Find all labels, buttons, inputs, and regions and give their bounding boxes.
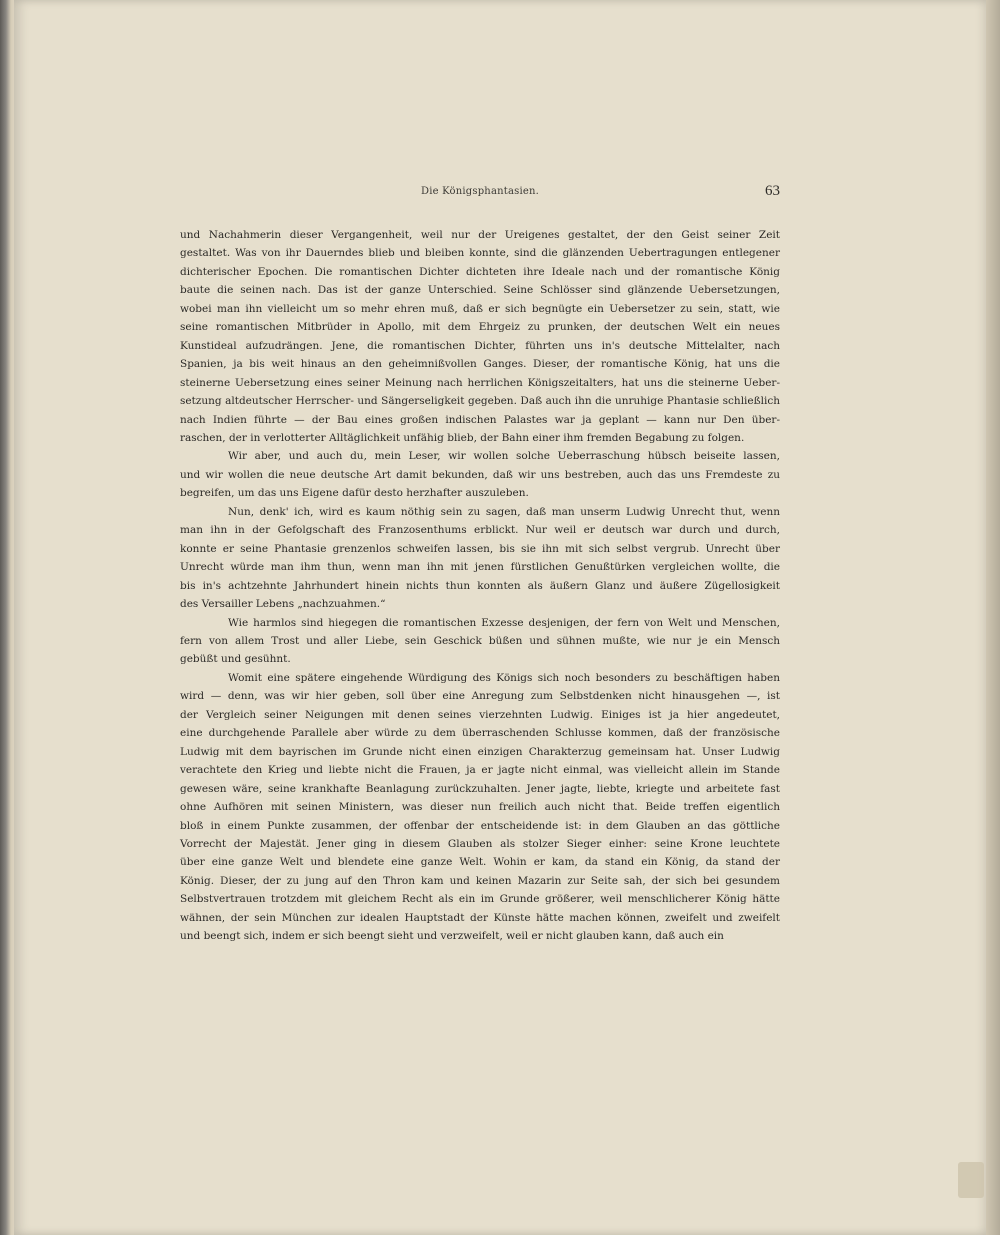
text-line: gestaltet. Was von ihr Dauerndes blieb und bleiben konnte, sind die glänzenden Uebertragungen entlegener: [180, 247, 780, 260]
text-line: Spanien, ja bis weit hinaus an den geheimnißvollen Ganges. Dieser, der romantische König, hat uns die: [180, 358, 780, 371]
running-head: [180, 183, 780, 206]
text-line: gewesen wäre, seine krankhafte Beanlagung zurückzuhalten. Jener jagte, liebte, kriegte und arbeitete fast: [180, 782, 780, 795]
text-line: dichterischer Epochen. Die romantischen Dichter dichteten ihre Ideale nach und der romantische König: [180, 265, 780, 278]
text-line: setzung altdeutscher Herrscher- und Sängerseligkeit gegeben. Daß auch ihn die unruhige Phantasie schließlich: [180, 395, 780, 408]
text-line: Kunstideal aufzudrängen. Jene, die romantischen Dichter, führten uns in's deutsche Mittelalter, nach: [180, 339, 780, 352]
text-line: ohne Aufhören mit seinen Ministern, was dieser nun freilich auch nicht that. Beide treffen eigentlich: [180, 801, 780, 814]
text-line: raschen, der in verlotterter Alltäglichkeit unfähig blieb, der Bahn einer ihm fremden Begabung zu folgen.: [180, 431, 745, 444]
text-line: und beengt sich, indem er sich beengt sieht und verzweifelt, weil er nicht glauben kann, daß auch ein: [180, 930, 724, 943]
text-line: verachtete den Krieg und liebte nicht die Frauen, ja er jagte nicht einmal, was vielleicht allein im Stande: [180, 764, 780, 777]
paragraph: [180, 669, 780, 946]
book-page: [14, 0, 986, 1235]
text-line: nach Indien führte — der Bau eines großen indischen Palastes war ja geplant — kann nur Den über-: [180, 413, 780, 426]
text-line: Womit eine spätere eingehende Würdigung des Königs sich noch besonders zu beschäftigen haben: [228, 671, 780, 684]
paper-stain: [958, 1162, 984, 1198]
page-number: 63: [765, 183, 780, 199]
text-line: konnte er seine Phantasie grenzenlos schweifen lassen, bis sie ihn mit sich selbst vergrub. Unrecht über: [180, 542, 780, 555]
text-line: Vorrecht der Majestät. Jener ging in diesem Glauben als stolzer Sieger einher: seine Krone leuchtete: [180, 837, 780, 850]
text-line: und Nachahmerin dieser Vergangenheit, weil nur der Ureigenes gestaltet, der den Geist seiner Zeit: [180, 229, 780, 241]
text-line: gebüßt und gesühnt.: [180, 653, 291, 666]
text-line: Ludwig mit dem bayrischen im Grunde nicht einen einzigen Charakterzug gemeinsam hat. Unser Ludwig: [180, 745, 780, 758]
text-line: der Vergleich seiner Neigungen mit denen seines vierzehnten Ludwig. Einiges ist ja hier angedeutet,: [180, 708, 780, 721]
text-line: bloß in einem Punkte zusammen, der offenbar der entscheidende ist: in dem Glauben an das göttliche: [180, 819, 780, 832]
text-line: seine romantischen Mitbrüder in Apollo, mit dem Ehrgeiz zu prunken, der deutschen Welt ein neues: [180, 321, 780, 334]
running-head-title: Die Königsphantasien.: [421, 186, 539, 197]
page-edge: [986, 0, 1000, 1235]
text-line: Unrecht würde man ihm thun, wenn man ihn mit jenen fürstlichen Genußtürken vergleichen wollte, die: [180, 561, 780, 574]
text-line: über eine ganze Welt und blendete eine ganze Welt. Wohin er kam, da stand ein König, da stand der: [180, 856, 780, 869]
paragraph: [180, 503, 780, 614]
text-line: wähnen, der sein München zur idealen Hauptstadt der Künste hätte machen können, zweifelt und zweifelt: [180, 911, 780, 924]
text-line: Wie harmlos sind hiegegen die romantischen Exzesse desjenigen, der fern von Welt und Menschen,: [228, 616, 780, 629]
text-line: man ihn in der Gefolgschaft des Franzosenthums erblickt. Nur weil er deutsch war durch und durch,: [180, 524, 780, 537]
paragraph: [180, 447, 780, 502]
text-line: und wir wollen die neue deutsche Art damit bekunden, daß wir uns bestreben, auch das uns Fremdeste zu: [180, 468, 780, 481]
paragraph: [180, 614, 780, 669]
text-line: König. Dieser, der zu jung auf den Thron kam und keinen Mazarin zur Seite sah, der sich bei gesundem: [180, 874, 780, 887]
text-line: des Versailler Lebens „nachzuahmen.“: [180, 598, 386, 611]
text-line: steinerne Uebersetzung eines seiner Meinung nach herrlichen Königszeitalters, hat uns die steinerne Ueber-: [180, 376, 780, 389]
text-line: Selbstvertrauen trotzdem mit gleichem Recht als ein im Grunde größerer, weil menschlicherer König hätte: [180, 893, 780, 906]
paragraph: [180, 226, 780, 447]
text-line: bis in's achtzehnte Jahrhundert hinein nichts thun konnten als äußern Glanz und äußere Zügellosigkeit: [180, 579, 780, 592]
text-line: wobei man ihn vielleicht um so mehr ehren muß, daß er sich begnügte ein Uebersetzer zu sein, statt, wie: [180, 302, 780, 315]
body-text: [180, 226, 780, 946]
text-line: Wir aber, und auch du, mein Leser, wir wollen solche Ueberraschung hübsch beiseite lassen,: [228, 450, 780, 463]
text-line: baute die seinen nach. Das ist der ganze Unterschied. Seine Schlösser sind glänzende Uebersetzungen,: [180, 284, 780, 297]
text-line: fern von allem Trost und aller Liebe, sein Geschick büßen und sühnen mußte, wie nur je ein Mensch: [180, 634, 780, 647]
text-line: eine durchgehende Parallele aber würde zu dem überraschenden Schlusse kommen, daß der französische: [180, 727, 780, 740]
text-line: Nun, denk' ich, wird es kaum nöthig sein zu sagen, daß man unserm Ludwig Unrecht thut, wenn: [228, 505, 780, 518]
text-line: begreifen, um das uns Eigene dafür desto herzhafter auszuleben.: [180, 487, 529, 500]
text-line: wird — denn, was wir hier geben, soll über eine Anregung zum Selbstdenken nicht hinausgehen —, ist: [180, 690, 780, 703]
